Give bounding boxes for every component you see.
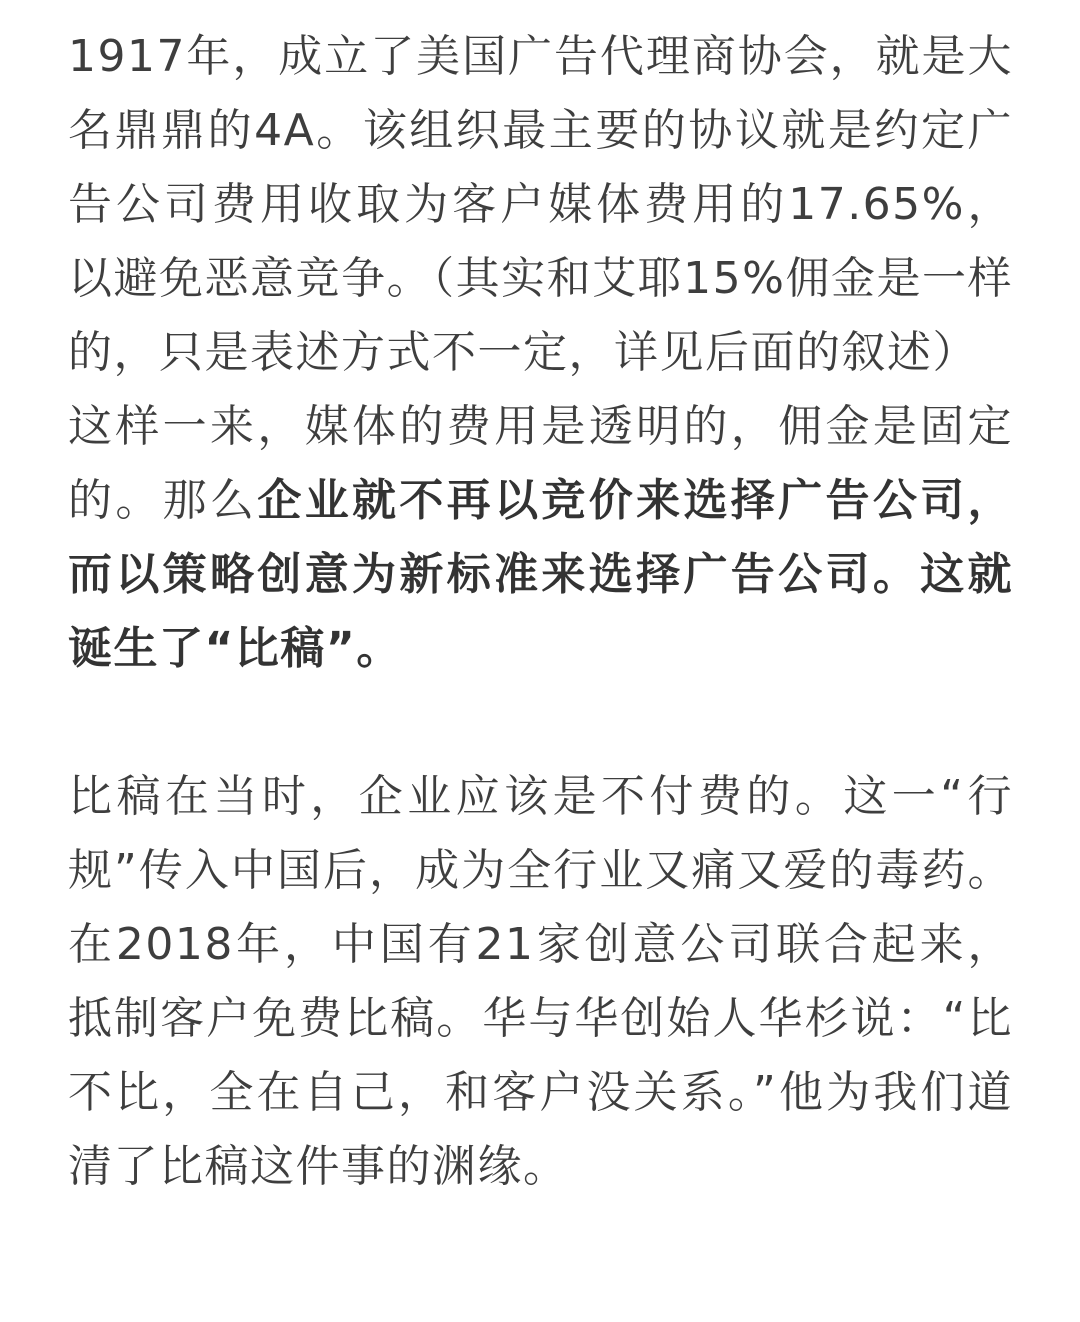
article-body [68, 20, 1013, 1204]
paragraph-4a-history: 1917年，成立了美国广告代理商协会，就是大名鼎鼎的4A。该组织最主要的协议就是约定广告公司费用收取为客户媒体费用的17.65%，以避免恶意竞争。（其实和艾耶15%佣金是一样的，只是表述方式不一定，详见后面的叙述） [68, 31, 1013, 378]
paragraph-commission-lead: 这样一来，媒体的费用是透明的，佣金是固定的。那么 [68, 401, 1013, 526]
paragraph-commission-bold: 企业就不再以竞价来选择广告公司，而以策略创意为新标准来选择广告公司。这就诞生了“比稿”。 [68, 475, 1014, 674]
paragraph-spacer [68, 686, 1013, 760]
paragraph-pitching: 比稿在当时，企业应该是不付费的。这一“行规”传入中国后，成为全行业又痛又爱的毒药。在2018年，中国有21家创意公司联合起来，抵制客户免费比稿。华与华创始人华杉说：“比不比，全在自己，和客户没关系。”他为我们道清了比稿这件事的渊缘。 [68, 771, 1013, 1192]
paragraph-commission [68, 390, 1013, 686]
